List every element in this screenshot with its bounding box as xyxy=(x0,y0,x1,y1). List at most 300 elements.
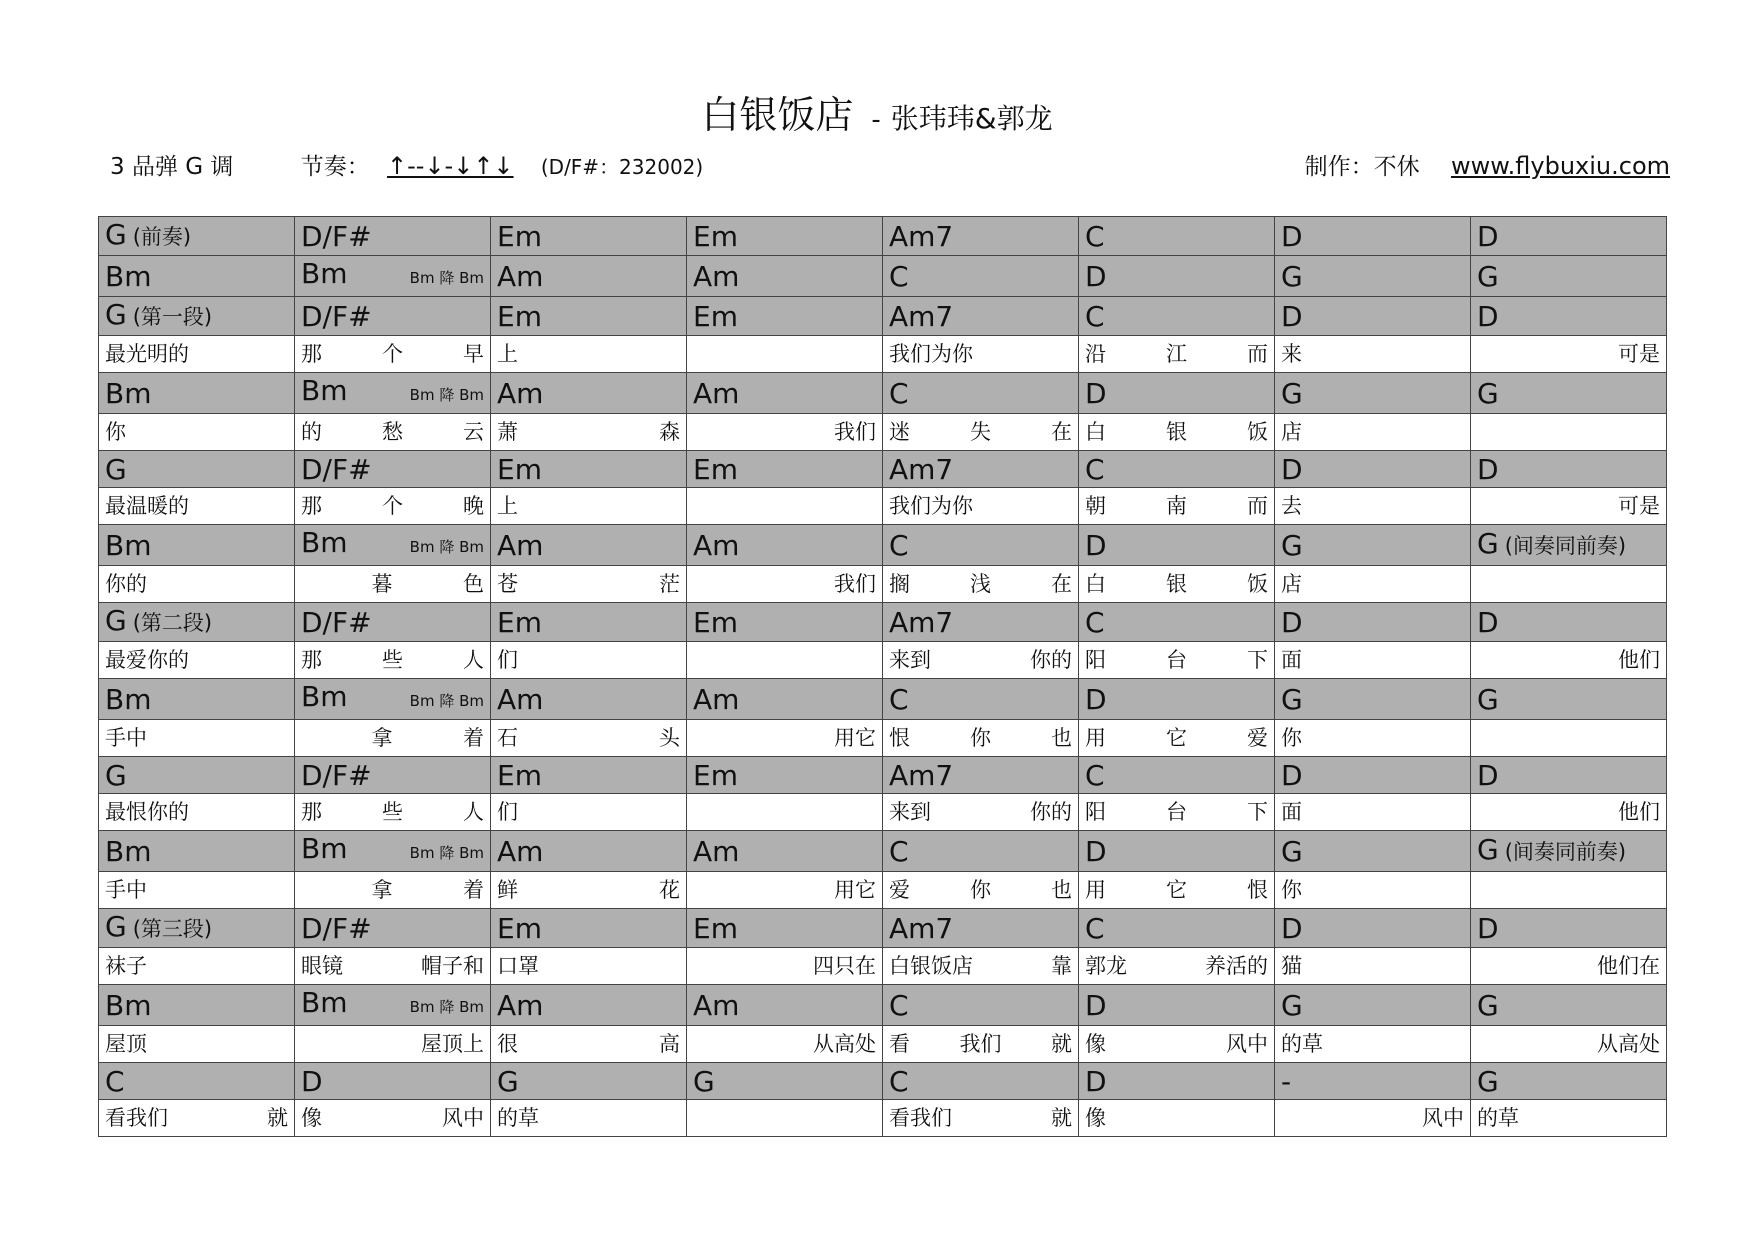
chord-cell xyxy=(1471,525,1667,566)
lyric-text: 最温暖的 xyxy=(105,493,189,518)
lyric-cell xyxy=(687,414,883,451)
chord-cell xyxy=(1471,757,1667,794)
chord-cell xyxy=(491,1063,687,1100)
chord-row xyxy=(99,985,1667,1026)
lyric-row xyxy=(99,720,1667,757)
chord-name: Bm xyxy=(301,832,348,865)
lyric-text: 着 xyxy=(463,877,484,902)
chord-cell xyxy=(1471,297,1667,336)
lyric-cell xyxy=(99,336,295,373)
chord-cell xyxy=(1471,679,1667,720)
lyric-cell xyxy=(687,1100,883,1137)
chord-cell xyxy=(687,256,883,297)
lyric-cell xyxy=(1079,642,1275,679)
chord-cell xyxy=(295,679,491,720)
chord-name: C xyxy=(889,682,909,716)
chord-cell xyxy=(1275,985,1471,1026)
lyric-cell xyxy=(1275,720,1471,757)
chord-name: D/F# xyxy=(301,299,372,333)
lyric-cell xyxy=(491,336,687,373)
lyric-text: 暮 xyxy=(371,571,393,596)
chord-name: G xyxy=(105,298,127,331)
chord-cell xyxy=(295,831,491,872)
chord-cell xyxy=(687,1063,883,1100)
lyric-text: 风中 xyxy=(1422,1105,1464,1130)
section-note: (第三段) xyxy=(132,917,213,941)
lyric-text: 们 xyxy=(497,647,518,672)
lyric-cell xyxy=(491,872,687,909)
chord-name: G xyxy=(1281,259,1303,293)
chord-cell xyxy=(491,909,687,948)
chord-row xyxy=(99,679,1667,720)
lyric-cell xyxy=(99,948,295,985)
lyric-text: 店 xyxy=(1281,419,1302,444)
chord-cell xyxy=(687,451,883,488)
chord-with-note xyxy=(1477,832,1626,870)
lyric-text: 最光明的 xyxy=(105,341,189,366)
chord-name: Am7 xyxy=(889,299,954,333)
lyric-text: 下 xyxy=(1247,647,1268,672)
lyric-text: 店 xyxy=(1281,571,1302,596)
lyric-text: 的草 xyxy=(1281,1031,1323,1056)
lyric-text: 帽子和 xyxy=(421,953,484,978)
lyric-text: 人 xyxy=(463,799,484,824)
capo-key: 3 品弹 G 调 xyxy=(110,154,234,180)
chord-cell xyxy=(1275,256,1471,297)
website-link[interactable]: www.flybuxiu.com xyxy=(1450,152,1670,180)
chord-cell xyxy=(99,451,295,488)
lyric-cell xyxy=(883,720,1079,757)
lyric-text: 就 xyxy=(1051,1031,1072,1056)
lyric-text: 风中 xyxy=(442,1105,484,1130)
chord-name: G xyxy=(105,910,127,943)
chord-name: G xyxy=(105,604,127,637)
lyric-cell xyxy=(1471,794,1667,831)
chord-cell xyxy=(1275,525,1471,566)
lyric-text: 像 xyxy=(301,1105,322,1130)
lyric-text: 它 xyxy=(1166,725,1187,750)
chord-name: Am xyxy=(497,682,544,716)
lyric-text: 风中 xyxy=(1226,1031,1268,1056)
lyric-text: 银 xyxy=(1166,419,1187,444)
chord-cell xyxy=(1471,451,1667,488)
chord-cell xyxy=(1275,831,1471,872)
lyric-cell xyxy=(687,336,883,373)
chord-name: D xyxy=(1085,682,1107,716)
chord-name: Em xyxy=(497,219,542,253)
lyric-text: 拿 xyxy=(371,725,393,750)
lyric-cell xyxy=(295,336,491,373)
chord-name: D xyxy=(1477,219,1499,253)
chord-name: C xyxy=(889,834,909,868)
lyric-cell xyxy=(99,566,295,603)
chord-cell xyxy=(687,603,883,642)
chord-name: D xyxy=(1477,911,1499,945)
lyric-text: 茫 xyxy=(659,571,680,596)
chord-name: Bm xyxy=(301,374,348,407)
chord-name: G xyxy=(1281,376,1303,410)
chord-name: Am xyxy=(497,834,544,868)
chord-cell xyxy=(295,985,491,1026)
chord-name: D xyxy=(1281,299,1303,333)
lyric-cell xyxy=(1079,1100,1275,1137)
chord-cell xyxy=(99,985,295,1026)
chord-cell xyxy=(1275,451,1471,488)
chord-name: C xyxy=(889,376,909,410)
lyric-cell xyxy=(1275,414,1471,451)
chord-name: G xyxy=(1477,833,1499,866)
lyric-cell xyxy=(687,1026,883,1063)
lyric-text: 可是 xyxy=(1618,341,1660,366)
chord-cell xyxy=(883,373,1079,414)
chord-cell xyxy=(1079,217,1275,256)
chord-name: Am xyxy=(497,528,544,562)
chord-name: D xyxy=(1085,1064,1107,1098)
chord-cell xyxy=(1079,451,1275,488)
lyric-text: 高 xyxy=(659,1031,680,1056)
lyric-cell xyxy=(883,414,1079,451)
strum-pattern: ↑--↓-↓↑↓ xyxy=(387,152,514,180)
lyric-cell xyxy=(99,1100,295,1137)
chord-name: D/F# xyxy=(301,758,372,792)
chord-cell xyxy=(1079,256,1275,297)
lyric-text: 用它 xyxy=(834,725,876,750)
lyric-cell xyxy=(295,948,491,985)
lyric-text: 的草 xyxy=(1477,1105,1519,1130)
lyric-text: 我们 xyxy=(959,1031,1002,1056)
chord-cell xyxy=(1471,217,1667,256)
chord-name: D/F# xyxy=(301,911,372,945)
lyric-text: 早 xyxy=(463,341,484,366)
lyric-cell xyxy=(1079,566,1275,603)
lyric-text: 靠 xyxy=(1051,953,1072,978)
chord-name: C xyxy=(1085,219,1105,253)
lyric-text: 就 xyxy=(267,1105,288,1130)
lyric-cell xyxy=(491,794,687,831)
chord-name: G xyxy=(1477,259,1499,293)
chord-cell xyxy=(99,603,295,642)
lyric-cell xyxy=(1275,1100,1471,1137)
chord-name: Em xyxy=(693,758,738,792)
lyric-cell xyxy=(1471,720,1667,757)
lyric-text: 你的 xyxy=(105,571,147,596)
lyric-cell xyxy=(295,488,491,525)
chord-cell xyxy=(883,217,1079,256)
lyric-text: 白 xyxy=(1085,419,1106,444)
chord-name: C xyxy=(1085,605,1105,639)
chord-name: Am7 xyxy=(889,605,954,639)
lyric-cell xyxy=(883,1100,1079,1137)
lyric-text: 很 xyxy=(497,1031,518,1056)
lyric-text: 屋顶上 xyxy=(421,1031,484,1056)
lyric-text: 口罩 xyxy=(497,953,539,978)
lyric-cell xyxy=(1471,1100,1667,1137)
lyric-text: 我们 xyxy=(834,571,876,596)
chord-name: Em xyxy=(693,605,738,639)
lyric-cell xyxy=(687,488,883,525)
chord-cell xyxy=(687,757,883,794)
lyric-text: 你 xyxy=(105,419,126,444)
lyric-cell xyxy=(491,414,687,451)
lyric-row xyxy=(99,872,1667,909)
lyric-text: 而 xyxy=(1247,493,1268,518)
chord-name: - xyxy=(1281,1064,1292,1098)
lyric-text: 着 xyxy=(463,725,484,750)
lyric-cell xyxy=(687,872,883,909)
chord-name: D/F# xyxy=(301,605,372,639)
lyric-cell xyxy=(295,872,491,909)
chord-with-note xyxy=(105,909,212,947)
chord-name: Em xyxy=(693,219,738,253)
lyric-text: 搁 xyxy=(889,571,910,596)
lyric-cell xyxy=(1079,794,1275,831)
chord-cell xyxy=(99,831,295,872)
chord-cell xyxy=(1079,985,1275,1026)
lyric-cell xyxy=(491,642,687,679)
lyric-text: 人 xyxy=(463,647,484,672)
lyric-text: 屋顶 xyxy=(105,1031,147,1056)
tempo-label: 节奏： xyxy=(300,154,370,180)
lyric-text: 而 xyxy=(1247,341,1268,366)
chord-name: Bm xyxy=(105,259,152,293)
chord-name: Bm xyxy=(105,834,152,868)
chord-name: D xyxy=(301,1064,323,1098)
lyric-cell xyxy=(295,414,491,451)
lyric-text: 们 xyxy=(497,799,518,824)
lyric-cell xyxy=(1079,720,1275,757)
chord-name: D xyxy=(1085,528,1107,562)
chord-cell xyxy=(687,831,883,872)
lyric-text: 用它 xyxy=(834,877,876,902)
lyric-text: 鲜 xyxy=(497,877,518,902)
author-credit: 制作：不休 xyxy=(1304,154,1420,180)
chord-cell xyxy=(99,297,295,336)
chord-cell xyxy=(99,1063,295,1100)
chord-name: D xyxy=(1281,605,1303,639)
chord-name: Em xyxy=(497,758,542,792)
chord-name: Am xyxy=(497,376,544,410)
lyric-text: 下 xyxy=(1247,799,1268,824)
chord-cell xyxy=(99,256,295,297)
lyric-text: 那 xyxy=(301,647,322,672)
lyric-cell xyxy=(1079,488,1275,525)
chord-name: G xyxy=(1477,1064,1499,1098)
chord-cell xyxy=(883,525,1079,566)
chord-cell xyxy=(99,757,295,794)
chord-name: Am xyxy=(693,834,740,868)
chord-cell xyxy=(883,985,1079,1026)
chord-cell xyxy=(1079,603,1275,642)
lyric-text: 你 xyxy=(970,725,991,750)
meta-left xyxy=(110,148,703,181)
chord-name: Bm xyxy=(301,257,348,290)
chord-cell xyxy=(687,217,883,256)
artist-name: 张玮玮&郭龙 xyxy=(890,102,1053,135)
chord-cell xyxy=(687,679,883,720)
chord-cell xyxy=(295,217,491,256)
chord-row xyxy=(99,451,1667,488)
chord-cell xyxy=(1275,757,1471,794)
lyric-cell xyxy=(295,566,491,603)
lyric-text: 他们 xyxy=(1618,647,1660,672)
chord-name: Am xyxy=(693,376,740,410)
chord-cell xyxy=(687,985,883,1026)
chord-cell xyxy=(883,1063,1079,1100)
chord-cell xyxy=(491,217,687,256)
lyric-text: 用 xyxy=(1085,725,1106,750)
chord-name: Bm xyxy=(301,986,348,1019)
chord-name: D/F# xyxy=(301,219,372,253)
lyric-text: 个 xyxy=(382,493,403,518)
lyric-cell xyxy=(491,566,687,603)
lyric-cell xyxy=(295,1100,491,1137)
chord-name: C xyxy=(1085,911,1105,945)
passing-chord-label: Bm 降 Bm xyxy=(409,386,484,404)
lyric-text: 浅 xyxy=(970,571,991,596)
lyric-cell xyxy=(491,720,687,757)
chord-name: D xyxy=(1281,758,1303,792)
lyric-text: 你 xyxy=(1281,725,1302,750)
lyric-text: 萧 xyxy=(497,419,518,444)
lyric-row xyxy=(99,1026,1667,1063)
lyric-text: 沿 xyxy=(1085,341,1106,366)
lyric-cell xyxy=(883,872,1079,909)
chord-cell xyxy=(883,909,1079,948)
lyric-text: 你的 xyxy=(1030,647,1072,672)
chord-cell xyxy=(1079,297,1275,336)
chord-name: Am xyxy=(693,528,740,562)
lyric-text: 手中 xyxy=(105,877,147,902)
chord-name: D xyxy=(1477,452,1499,486)
chord-row xyxy=(99,217,1667,256)
chord-cell xyxy=(883,757,1079,794)
chord-cell xyxy=(491,757,687,794)
lyric-text: 饭 xyxy=(1247,571,1268,596)
lyric-cell xyxy=(1471,1026,1667,1063)
chord-name: C xyxy=(889,528,909,562)
lyric-cell xyxy=(491,948,687,985)
chord-name: Bm xyxy=(301,526,348,559)
lyric-cell xyxy=(687,794,883,831)
chord-cell xyxy=(1079,757,1275,794)
chord-cell xyxy=(1275,217,1471,256)
lyric-cell xyxy=(883,488,1079,525)
lyric-text: 恨 xyxy=(1247,877,1268,902)
lyric-cell xyxy=(1079,414,1275,451)
chord-row xyxy=(99,373,1667,414)
lyric-text: 手中 xyxy=(105,725,147,750)
lyric-cell xyxy=(99,794,295,831)
meta-right xyxy=(1305,148,1670,181)
lyric-text: 台 xyxy=(1166,647,1187,672)
chord-cell xyxy=(99,909,295,948)
passing-chord-label: Bm 降 Bm xyxy=(409,692,484,710)
chord-cell xyxy=(491,603,687,642)
chord-cell xyxy=(883,297,1079,336)
lyric-text: 上 xyxy=(497,493,518,518)
lyric-text: 看我们 xyxy=(889,1105,952,1130)
lyric-cell xyxy=(687,948,883,985)
lyric-row xyxy=(99,566,1667,603)
chord-with-note xyxy=(105,217,191,255)
chord-name: D xyxy=(1085,988,1107,1022)
chord-row xyxy=(99,297,1667,336)
lyric-text: 恨 xyxy=(889,725,910,750)
lyric-text: 头 xyxy=(659,725,680,750)
lyric-text: 失 xyxy=(970,419,991,444)
lyric-cell xyxy=(1275,642,1471,679)
lyric-text: 愁 xyxy=(382,419,403,444)
lyric-text: 从高处 xyxy=(1597,1031,1660,1056)
lyric-text: 南 xyxy=(1166,493,1187,518)
chord-cell xyxy=(1079,373,1275,414)
lyric-cell xyxy=(1471,872,1667,909)
lyric-text: 也 xyxy=(1051,877,1072,902)
chord-row xyxy=(99,909,1667,948)
chord-name: C xyxy=(1085,758,1105,792)
lyric-text: 像 xyxy=(1085,1105,1106,1130)
chord-name: Em xyxy=(693,452,738,486)
chord-cell xyxy=(1471,1063,1667,1100)
chord-cell xyxy=(883,451,1079,488)
chord-name: Am7 xyxy=(889,911,954,945)
chord-name: D/F# xyxy=(301,452,372,486)
lyric-cell xyxy=(99,414,295,451)
lyric-text: 迷 xyxy=(889,419,910,444)
chord-cell xyxy=(1275,603,1471,642)
chord-name: G xyxy=(105,218,127,251)
chord-cell xyxy=(295,256,491,297)
chord-name: Bm xyxy=(105,988,152,1022)
chord-cell xyxy=(1079,831,1275,872)
lyric-text: 你 xyxy=(970,877,991,902)
chord-sheet-body xyxy=(99,217,1667,1137)
lyric-row xyxy=(99,948,1667,985)
chord-name: G xyxy=(1477,682,1499,716)
lyric-row xyxy=(99,794,1667,831)
chord-row xyxy=(99,256,1667,297)
chord-name: Am7 xyxy=(889,758,954,792)
chord-name: C xyxy=(1085,452,1105,486)
chord-name: Em xyxy=(693,911,738,945)
chord-name: C xyxy=(889,259,909,293)
lyric-cell xyxy=(99,872,295,909)
chord-name: G xyxy=(1281,988,1303,1022)
chord-row xyxy=(99,603,1667,642)
lyric-text: 它 xyxy=(1166,877,1187,902)
chord-row xyxy=(99,757,1667,794)
chord-name: C xyxy=(889,988,909,1022)
lyric-cell xyxy=(687,566,883,603)
lyric-text: 我们为你 xyxy=(889,493,973,518)
chord-cell xyxy=(1471,831,1667,872)
lyric-text: 四只在 xyxy=(813,953,876,978)
lyric-text: 白 xyxy=(1085,571,1106,596)
lyric-text: 爱 xyxy=(1247,725,1268,750)
lyric-text: 猫 xyxy=(1281,953,1302,978)
lyric-cell xyxy=(295,794,491,831)
passing-chord-label: Bm 降 Bm xyxy=(409,538,484,556)
lyric-cell xyxy=(1275,794,1471,831)
lyric-text: 晚 xyxy=(463,493,484,518)
lyric-cell xyxy=(1471,488,1667,525)
chord-name: D xyxy=(1281,219,1303,253)
chord-name: Am7 xyxy=(889,452,954,486)
lyric-text: 看我们 xyxy=(105,1105,168,1130)
chord-name: G xyxy=(693,1064,715,1098)
chord-name: D xyxy=(1477,758,1499,792)
lyric-text: 养活的 xyxy=(1205,953,1268,978)
